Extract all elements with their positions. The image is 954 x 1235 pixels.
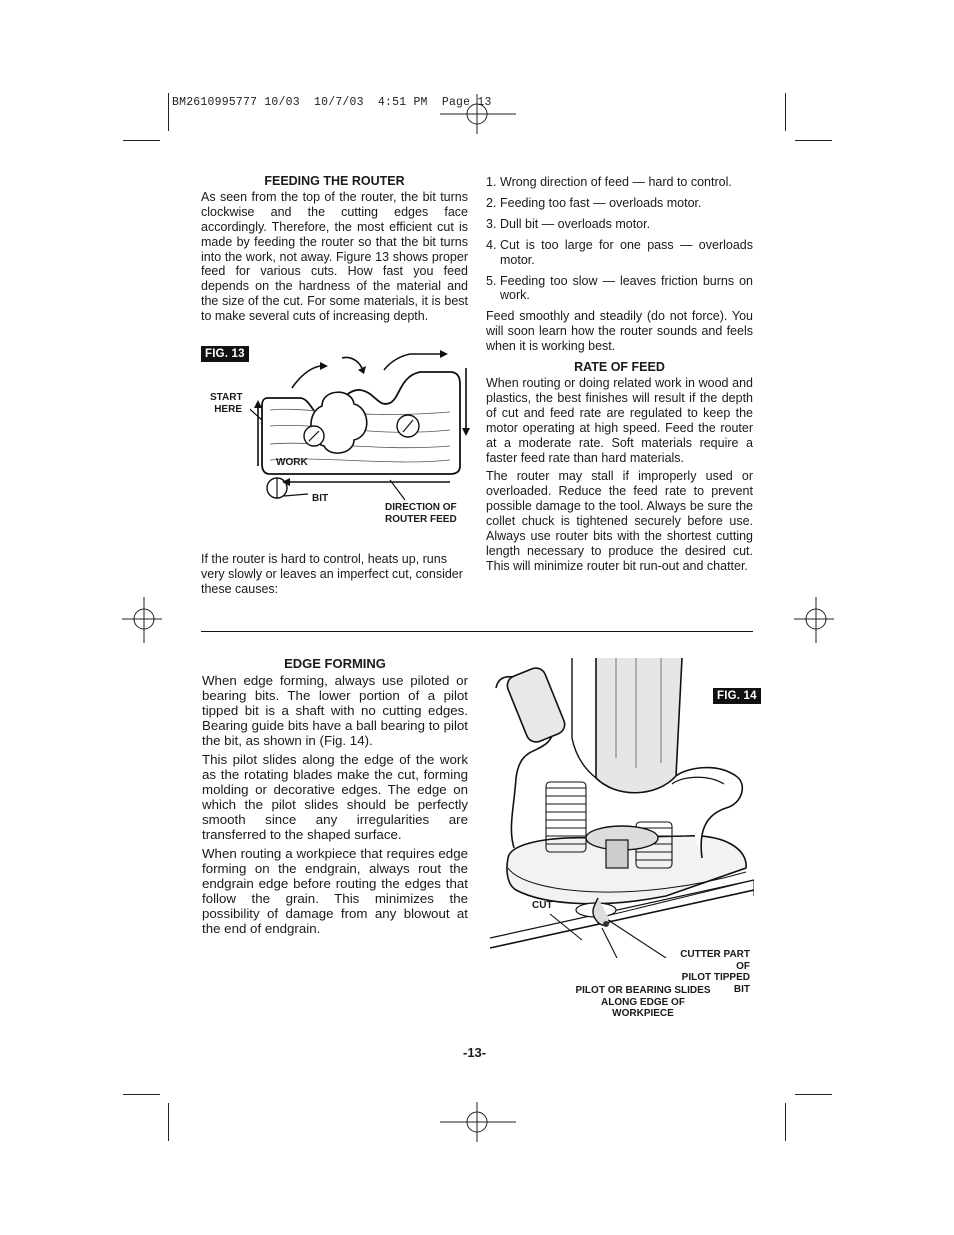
crop-mark <box>123 1094 160 1095</box>
rate-p1: When routing or doing related work in wood and plastics, the best finishes will result if the depth of cut and feed rate are regulated to keep the motor operating at high speed. Feed the router at a moderate rate. Soft materials require a faster feed rate than hard materials. <box>486 375 753 465</box>
registration-mark-left <box>122 597 162 643</box>
crop-mark <box>785 93 786 131</box>
hard-to-control-text: If the router is hard to control, heats up, runs very slowly or leaves an imperfect cut, consider these causes: <box>201 552 463 596</box>
fig13-work: WORK <box>276 457 308 468</box>
print-header: BM2610995777 10/03 10/7/03 4:51 PM Page 13 <box>172 96 492 109</box>
feeding-body: As seen from the top of the router, the bit turns clockwise and the cutting edges face accordingly. Therefore, the most efficient cut is made by feeding the router so that the bit turns into the work, not away. Figure 13 shows proper feed for various cuts. How fast you feed depends on the hardness of the material and the size of the cut. For some materials, it is best to make several cuts of increasing depth. <box>201 189 468 324</box>
hard-to-control <box>201 552 468 601</box>
causes-list <box>486 175 753 303</box>
cause-item: 1. Wrong direction of feed — hard to control. <box>486 175 732 189</box>
registration-mark-top <box>440 94 516 134</box>
rate-heading: RATE OF FEED <box>574 360 665 375</box>
crop-mark <box>168 1103 169 1141</box>
crop-mark <box>168 93 169 131</box>
fig13-label: FIG. 13 <box>201 346 249 362</box>
registration-mark-right <box>794 597 834 643</box>
fig14-cut: CUT <box>532 900 553 911</box>
edge-p1: When edge forming, always use piloted or bearing bits. The lower portion of a pilot tipped bit is a shaft with no cutting edges. Bearing guide bits have a ball bearing to pilot the bit, as shown in (Fig. 14). <box>202 673 468 748</box>
feeding-heading: FEEDING THE ROUTER <box>264 174 405 188</box>
causes-section <box>486 175 753 578</box>
cause-item: 3. Dull bit — overloads motor. <box>486 216 651 231</box>
section-divider <box>201 631 753 632</box>
fig14-label: FIG. 14 <box>713 688 761 704</box>
fig13-start-here: START HERE <box>210 392 243 415</box>
edge-p2: This pilot slides along the edge of the work as the rotating blades make the cut, forming molding or decorative edges. The edge on which the pilot slides should be perfectly smooth since any irregularities are transferred to the shaped surface. <box>202 752 468 842</box>
edge-heading: EDGE FORMING <box>284 656 386 671</box>
cause-item: 2. Feeding too fast — overloads motor. <box>486 195 702 210</box>
crop-mark <box>123 140 160 141</box>
crop-mark <box>795 140 832 141</box>
page-number: -13- <box>463 1045 487 1060</box>
feed-smoothly: Feed smoothly and steadily (do not force). You will soon learn how the router sounds and feels when it is working best. <box>486 309 753 354</box>
fig13-bit: BIT <box>312 493 329 504</box>
fig14-cutter: CUTTER PART OF PILOT TIPPED BIT <box>680 949 750 995</box>
feeding-section <box>201 174 468 328</box>
registration-mark-bottom <box>440 1102 516 1142</box>
cause-item: 4. Cut is too large for one pass — overloads motor. <box>486 237 753 267</box>
crop-mark <box>795 1094 832 1095</box>
rate-p2: The router may stall if improperly used or overloaded. Reduce the feed rate to prevent possible damage to the tool. Always be sure the collet chuck is tightened securely before use. Always use router bits with the shortest cutting length necessary to produce the desired cut. This will minimize router bit run-out and chatter. <box>486 469 753 573</box>
cause-item: 5. Feeding too slow — leaves friction burns on work. <box>486 273 753 303</box>
edge-forming-section <box>202 656 468 940</box>
edge-p3: When routing a workpiece that requires edge forming on the endgrain, always rout the endgrain edge before routing the edges that follow the grain. This minimizes the possibility of damage from any blowout at the end of endgrain. <box>202 846 468 936</box>
fig14-pilot: PILOT OR BEARING SLIDES ALONG EDGE OF WORKPIECE <box>575 985 711 1019</box>
crop-mark <box>785 1103 786 1141</box>
fig13-diagram <box>250 348 475 508</box>
fig13-direction: DIRECTION OF ROUTER FEED <box>385 502 457 525</box>
